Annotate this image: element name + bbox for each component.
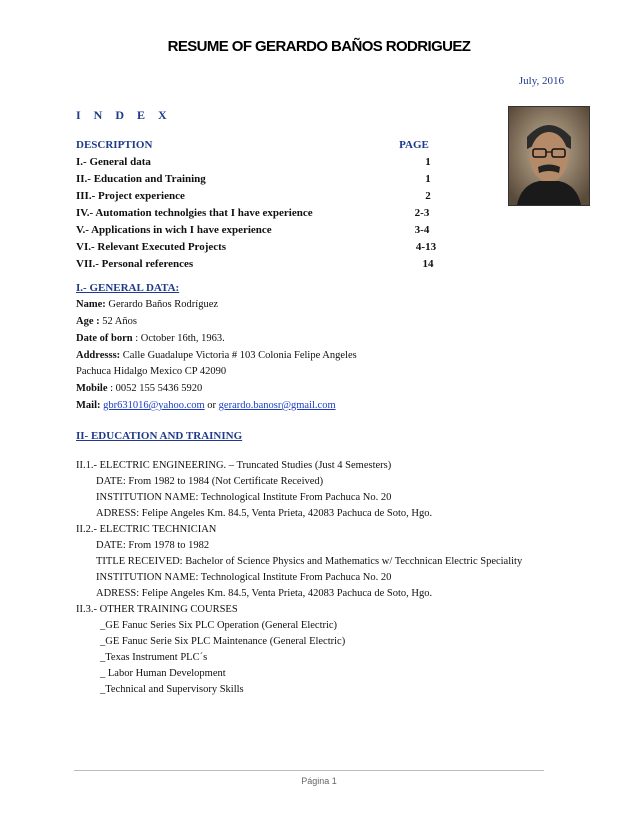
education-item-detail: ADRESS: Felipe Angeles Km. 84.5, Venta Prieta, 42083 Pachuca de Soto, Hgo. (96, 508, 433, 519)
footer-divider (74, 770, 544, 771)
address-label: Addresss: (76, 350, 121, 361)
general-data-heading: I.- GENERAL DATA: (76, 282, 180, 294)
mobile-line (76, 383, 202, 394)
education-heading: II- EDUCATION AND TRAINING (76, 430, 243, 442)
education-item-title: II.2.- ELECTRIC TECHNICIAN (76, 524, 217, 535)
email-link-yahoo[interactable]: gbr631016@yahoo.com (103, 400, 205, 411)
education-item-title: II.1.- ELECTRIC ENGINEERING. – Truncated Studies (Just 4 Semesters) (76, 460, 392, 471)
toc-row-label: I.- General data (76, 156, 151, 168)
toc-row (76, 207, 456, 224)
training-course: _GE Fanuc Series Six PLC Operation (General Electric) (100, 620, 338, 631)
document-title: RESUME OF GERARDO BAÑOS RODRIGUEZ (167, 38, 471, 55)
toc-row-page: 1 (425, 156, 431, 168)
toc-row (76, 173, 456, 190)
toc-row-page: 3-4 (414, 224, 430, 236)
mail-or: or (207, 400, 217, 411)
toc-row (76, 241, 456, 258)
address-value: Calle Guadalupe Victoria # 103 Colonia Felipe Angeles (122, 350, 357, 361)
table-of-contents (76, 139, 456, 275)
toc-row-page: 1 (425, 173, 431, 185)
address-line (76, 350, 357, 361)
toc-description-header: DESCRIPTION (76, 139, 153, 151)
toc-row-page: 2 (425, 190, 431, 202)
address-line-2: Pachuca Hidalgo Mexico CP 42090 (76, 366, 227, 377)
training-course: _Technical and Supervisory Skills (100, 684, 244, 695)
toc-row-label: III.- Project experience (76, 190, 185, 202)
education-item-detail: TITLE RECEIVED: Bachelor of Science Physics and Mathematics w/ Tecchnican Electric Speciality (96, 556, 523, 567)
mail-label: Mail: (76, 400, 101, 411)
name-label: Name: (76, 299, 106, 310)
mobile-label: Mobile (76, 383, 108, 394)
toc-header-row (76, 139, 456, 156)
age-value: 52 Años (102, 316, 137, 327)
profile-photo (508, 106, 590, 206)
document-date: July, 2016 (518, 75, 564, 87)
age-label: Age : (76, 316, 100, 327)
toc-row-label: II.- Education and Training (76, 173, 206, 185)
mail-line (76, 400, 336, 411)
dob-value: : October 16th, 1963. (135, 333, 225, 344)
age-line (76, 316, 137, 327)
mobile-value: : 0052 155 5436 5920 (110, 383, 203, 394)
toc-row (76, 190, 456, 207)
toc-page-header: PAGE (399, 139, 429, 151)
dob-line (76, 333, 225, 344)
toc-row (76, 156, 456, 173)
education-item-detail: INSTITUTION NAME: Technological Institute From Pachuca No. 20 (96, 572, 392, 583)
education-item-detail: INSTITUTION NAME: Technological Institute From Pachuca No. 20 (96, 492, 392, 503)
toc-row-label: VII.- Personal references (76, 258, 194, 270)
education-item-detail: ADRESS: Felipe Angeles Km. 84.5, Venta Prieta, 42083 Pachuca de Soto, Hgo. (96, 588, 433, 599)
toc-row-label: V.- Applications in wich I have experience (76, 224, 272, 236)
index-title: I N D E X (76, 108, 172, 122)
toc-row-label: VI.- Relevant Executed Projects (76, 241, 227, 253)
toc-row-page: 2-3 (414, 207, 430, 219)
email-link-gmail[interactable]: gerardo.banosr@gmail.com (218, 400, 336, 411)
page-number: Página 1 (301, 776, 337, 786)
training-course: _Texas Instrument PLC´s (100, 652, 208, 663)
toc-row (76, 258, 456, 275)
education-item-title: II.3.- OTHER TRAINING COURSES (76, 604, 238, 615)
education-item-detail: DATE: From 1978 to 1982 (96, 540, 210, 551)
toc-row-page: 4-13 (415, 241, 437, 253)
name-value: Gerardo Baños Rodríguez (108, 299, 219, 310)
name-line (76, 299, 218, 310)
education-item-detail: DATE: From 1982 to 1984 (Not Certificate Received) (96, 476, 324, 487)
dob-label: Date of born (76, 333, 133, 344)
toc-row-label: IV.- Automation technolgies that I have experience (76, 207, 313, 219)
training-course: _ Labor Human Development (100, 668, 226, 679)
toc-row (76, 224, 456, 241)
training-course: _GE Fanuc Serie Six PLC Maintenance (General Electric) (100, 636, 346, 647)
toc-row-page: 14 (422, 258, 434, 270)
